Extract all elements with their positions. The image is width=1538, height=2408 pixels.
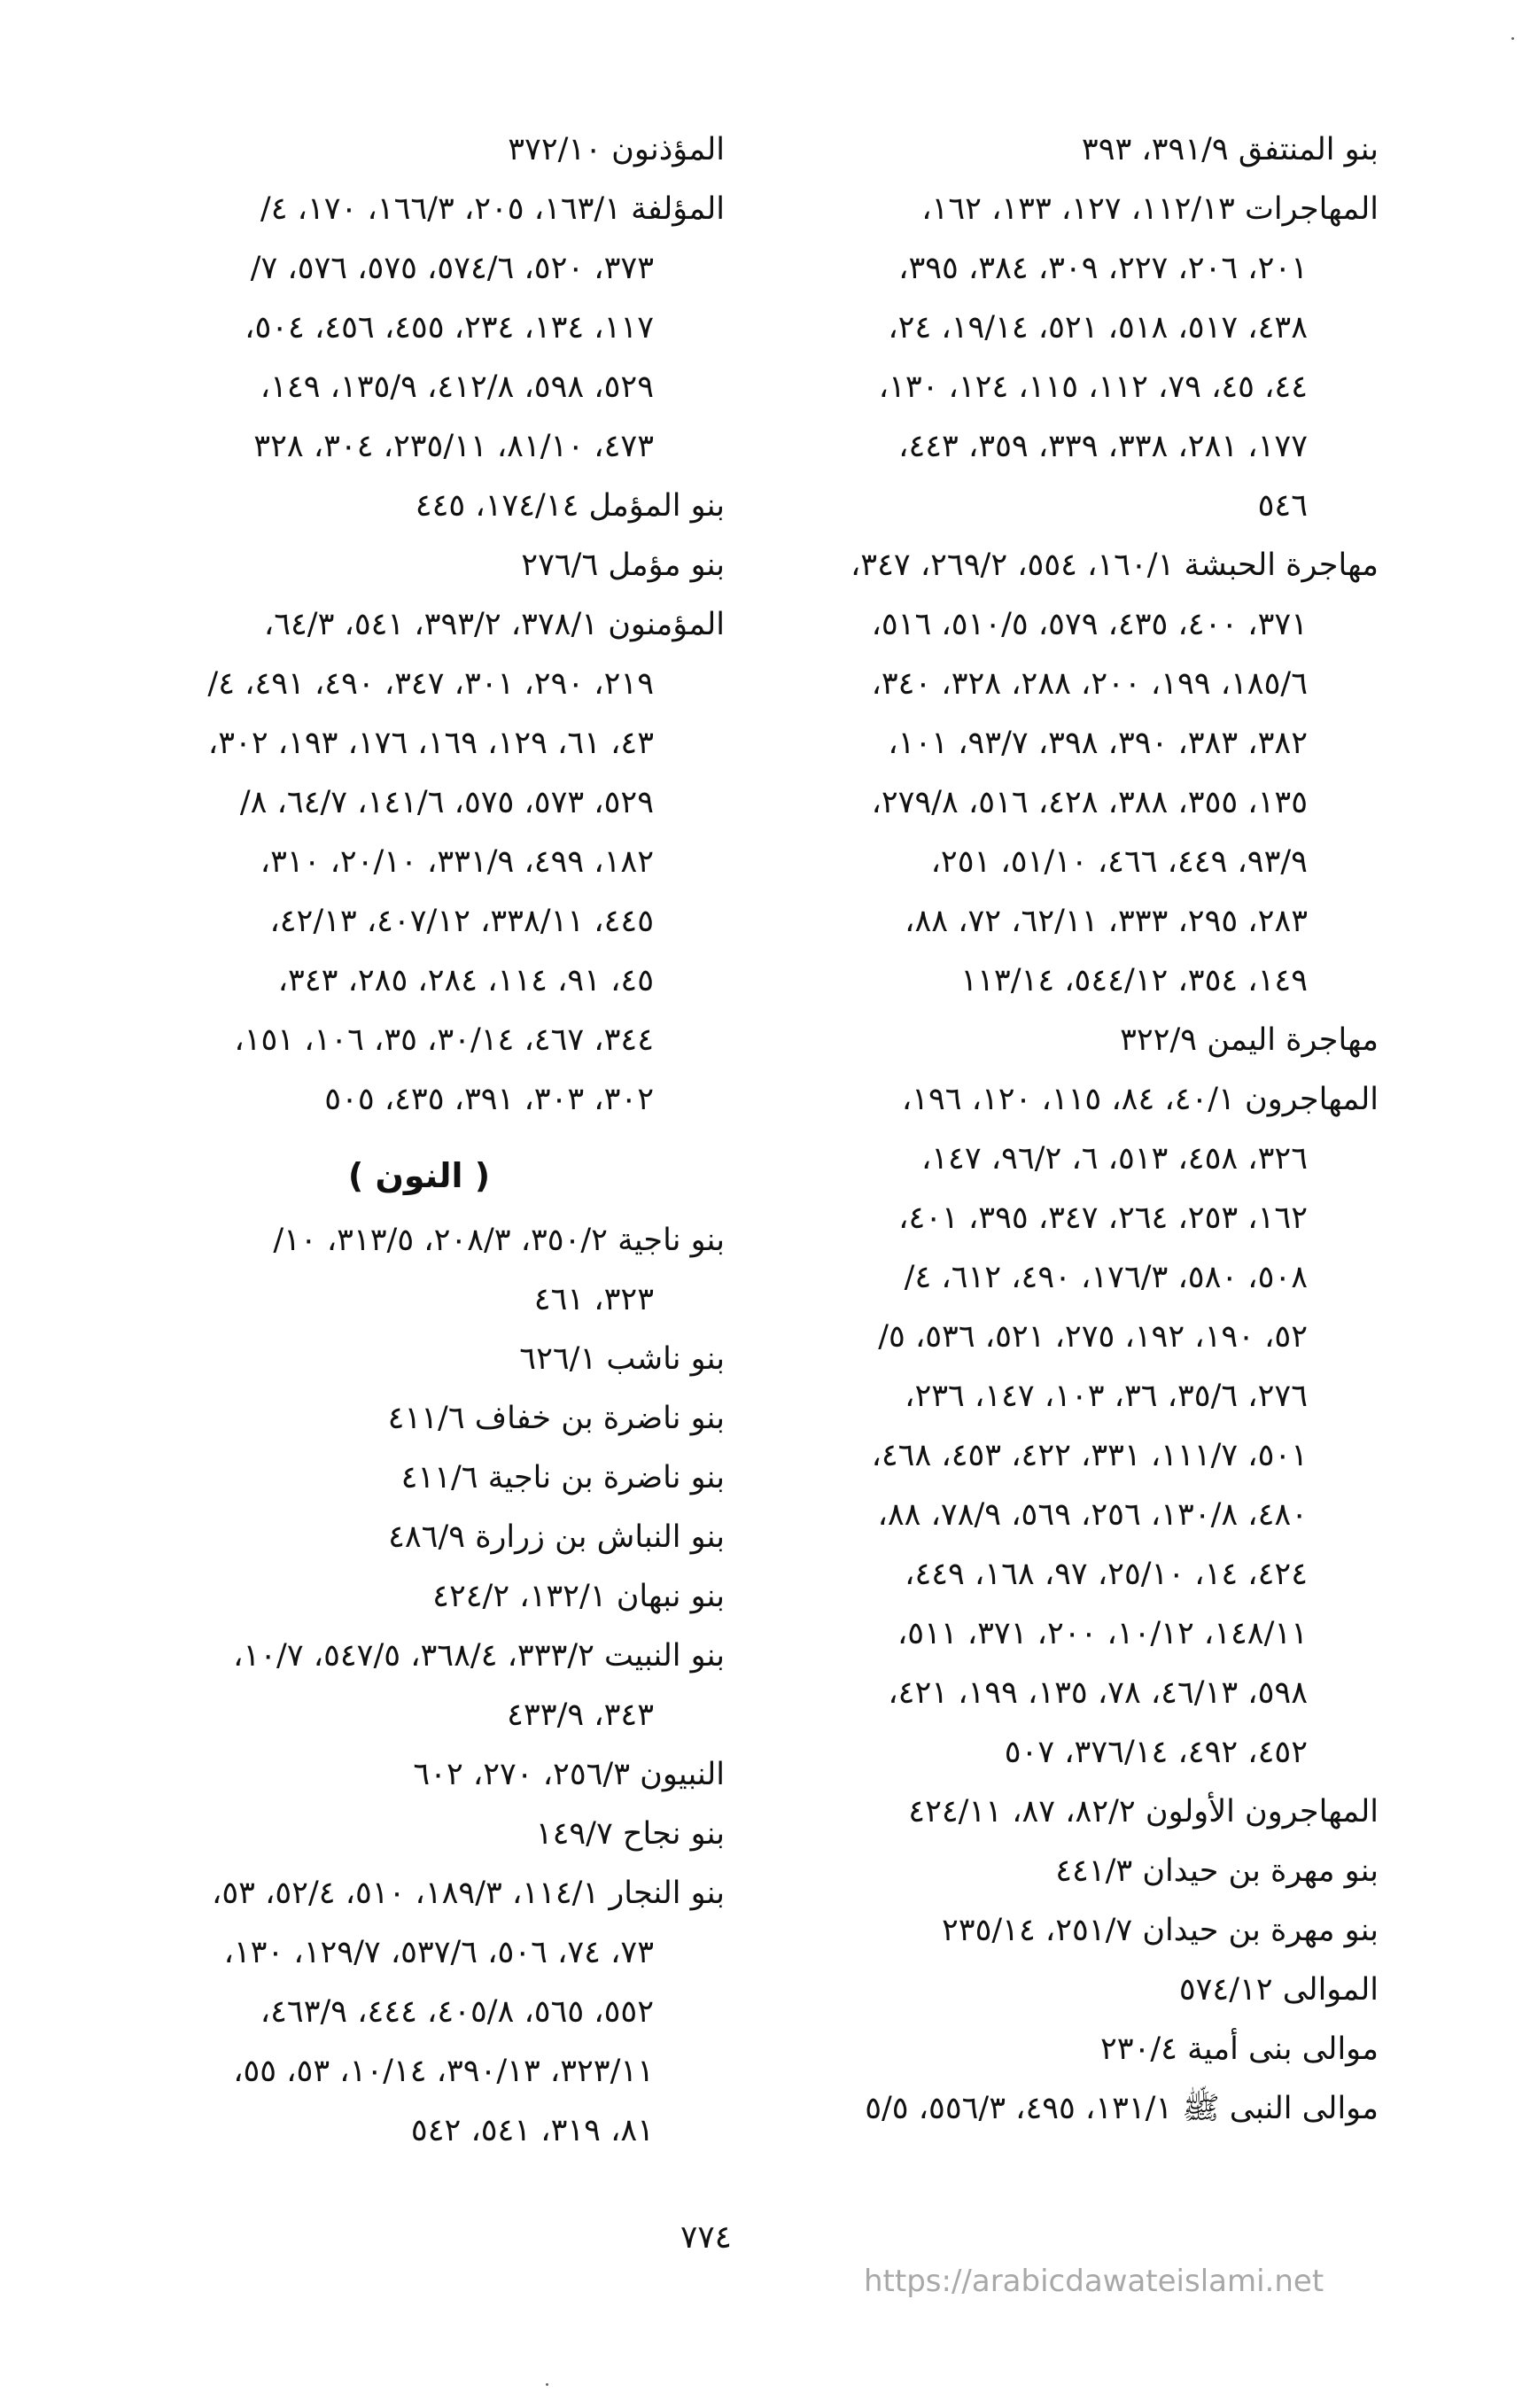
index-entry-continuation: ٥٥٢، ٥٦٥، ٤٠٥/٨، ٤٤٤، ٤٦٣/٩، [260,1994,654,2030]
index-entry-continuation: ٢٧٦، ٣٥/٦، ٣٦، ١٠٣، ١٤٧، ٢٣٦، [905,1379,1308,1414]
index-entry-continuation: ٥٠١، ١١١/٧، ٣٣١، ٤٢٢، ٤٥٣، ٤٦٨، [871,1438,1308,1473]
index-entry-continuation: ٤٤، ٤٥، ٧٩، ١١٢، ١١٥، ١٢٤، ١٣٠، [878,369,1308,405]
index-entry: بنو ناضرة بن ناجية ٤١١/٦ [400,1460,725,1495]
index-entry-continuation: ٣٤٣، ٤٣٣/٩ [507,1697,654,1733]
index-entry-continuation: ٣٢٦، ٤٥٨، ٥١٣، ٦، ٩٦/٢، ١٤٧، [920,1141,1308,1177]
index-entry: المهاجرون الأولون ٨٢/٢، ٨٧، ٤٢٤/١١ [908,1794,1379,1829]
index-entries-nun [113,1211,725,2161]
index-entry-continuation: ٢١٩، ٢٩٠، ٣٠١، ٣٤٧، ٤٩٠، ٤٩١، ٤/ [207,666,654,702]
index-entry: بنو مؤمل ٢٧٦/٦ [521,548,725,583]
index-entry: موالى النبى ﷺ ١٣١/١، ٤٩٥، ٥٥٦/٣، ٥/٥ [865,2091,1379,2126]
index-entry: بنو ناضرة بن خفاف ٤١١/٦ [387,1401,725,1436]
index-entry-continuation: ٤٥، ٩١، ١١٤، ٢٨٤، ٢٨٥، ٣٤٣، [277,963,654,998]
index-entry: بنو نبهان ١٣٢/١، ٤٢٤/٢ [432,1579,725,1614]
index-entry: بنو النجار ١١٤/١، ١٨٩/٣، ٥١٠، ٥٢/٤، ٥٣، [212,1876,725,1911]
index-entry-continuation: ١٤٩، ٣٥٤، ٥٤٤/١٢، ١١٣/١٤ [960,963,1308,998]
index-entry: المهاجرون ٤٠/١، ٨٤، ١١٥، ١٢٠، ١٩٦، [901,1082,1379,1117]
index-entry-continuation: ١٧٧، ٢٨١، ٣٣٨، ٣٣٩، ٣٥٩، ٤٤٣، [898,429,1308,464]
index-entry-continuation: ٥٤٦ [1257,488,1308,524]
index-entry-continuation: ٧٣، ٧٤، ٥٠٦، ٥٣٧/٦، ١٢٩/٧، ١٣٠، [223,1935,654,1970]
scan-speck [1511,37,1514,40]
index-entry: مهاجرة الحبشة ١٦٠/١، ٥٥٤، ٢٦٩/٢، ٣٤٧، [851,548,1379,583]
index-entry-continuation: ٢٠١، ٢٠٦، ٢٢٧، ٣٠٩، ٣٨٤، ٣٩٥، [898,251,1308,286]
index-entry-continuation: ٥٩٨، ٤٦/١٣، ٧٨، ١٣٥، ١٩٩، ٤٢١، [888,1675,1308,1711]
index-entry-continuation: ٤٥٢، ٤٩٢، ٣٧٦/١٤، ٥٠٧ [1004,1735,1308,1770]
index-entry: بنو النباش بن زرارة ٤٨٦/٩ [388,1519,725,1555]
index-entry: بنو المنتفق ٣٩١/٩، ٣٩٣ [1081,132,1379,167]
index-entry: المؤمنون ٣٧٨/١، ٣٩٣/٢، ٥٤١، ٦٤/٣، [263,607,725,642]
index-entry: بنو المؤمل ١٧٤/١٤، ٤٤٥ [415,488,725,524]
index-entry-continuation: ٨١، ٣١٩، ٥٤١، ٥٤٢ [410,2113,654,2148]
index-entry-continuation: ٤٧٣، ٨١/١٠، ٢٣٥/١١، ٣٠٤، ٣٢٨ [253,429,654,464]
index-entry: النبيون ٢٥٦/٣، ٢٧٠، ٦٠٢ [413,1757,725,1792]
index-entry-continuation: ٥٢، ١٩٠، ١٩٢، ٢٧٥، ٥٢١، ٥٣٦، ٥/ [878,1319,1308,1355]
index-entry: بنو مهرة بن حيدان ٤٤١/٣ [1055,1853,1379,1889]
index-entry-continuation: ٣٧١، ٤٠٠، ٤٣٥، ٥٧٩، ٥١٠/٥، ٥١٦، [871,607,1308,642]
index-entry: المؤلفة ١٦٣/١، ٢٠٥، ١٦٦/٣، ١٧٠، ٤/ [260,191,725,227]
index-entry-continuation: ١٨٥/٦، ١٩٩، ٢٠٠، ٢٨٨، ٣٢٨، ٣٤٠، [871,666,1308,702]
index-entry: المهاجرات ١١٢/١٣، ١٢٧، ١٣٣، ١٦٢، [921,191,1379,227]
index-column-right [767,120,1379,2139]
index-entry: بنو النبيت ٣٣٣/٢، ٣٦٨/٤، ٥٤٧/٥، ١٠/٧، [233,1638,725,1674]
index-entry: بنو ناجية ٣٥٠/٢، ٢٠٨/٣، ٣١٣/٥، ١٠/ [273,1223,725,1258]
index-entry: مهاجرة اليمن ٣٢٢/٩ [1120,1022,1379,1058]
index-entry-continuation: ١١٧، ١٣٤، ٢٣٤، ٤٥٥، ٤٥٦، ٥٠٤، [245,310,654,346]
index-entry-continuation: ٥٢٩، ٥٩٨، ٤١٢/٨، ١٣٥/٩، ١٤٩، [260,369,654,405]
index-entry: الموالى ٥٧٤/١٢ [1178,1972,1379,2008]
index-entry: المؤذنون ٣٧٢/١٠ [508,132,725,167]
section-heading-nun: ( النون ) [347,1156,491,1195]
index-entry: بنو نجاح ١٤٩/٧ [535,1816,725,1852]
index-entry-continuation: ٣٧٣، ٥٢٠، ٥٧٤/٦، ٥٧٥، ٥٧٦، ٧/ [250,251,654,286]
index-entry-continuation: ١٤٨/١١، ١٠/١٢، ٢٠٠، ٣٧١، ٥١١، [897,1616,1308,1651]
index-entry-continuation: ٣٤٤، ٤٦٧، ٣٠/١٤، ٣٥، ١٠٦، ١٥١، [234,1022,654,1058]
index-entry-continuation: ٤٨٠، ١٣٠/٨، ٢٥٦، ٥٦٩، ٧٨/٩، ٨٨، [877,1497,1308,1533]
index-entry-continuation: ٤٣، ٦١، ١٢٩، ١٦٩، ١٧٦، ١٩٣، ٣٠٢، [207,726,654,761]
index-entry-continuation: ٣٢٣، ٤٦١ [533,1282,654,1317]
index-entry-continuation: ١٣٥، ٣٥٥، ٣٨٨، ٤٢٨، ٥١٦، ٢٧٩/٨، [871,785,1308,820]
watermark-url: https://arabicdawateislami.net [864,2264,1324,2299]
index-entry-continuation: ٣٠٢، ٣٠٣، ٣٩١، ٤٣٥، ٥٠٥ [324,1082,654,1117]
index-entry: بنو مهرة بن حيدان ٢٥١/٧، ٢٣٥/١٤ [941,1913,1379,1948]
index-entry-continuation: ٥٢٩، ٥٧٣، ٥٧٥، ١٤١/٦، ٦٤/٧، ٨/ [239,785,654,820]
index-entry-continuation: ٤٣٨، ٥١٧، ٥١٨، ٥٢١، ١٩/١٤، ٢٤، [888,310,1308,346]
index-entry-continuation: ٥٠٨، ٥٨٠، ١٧٦/٣، ٤٩٠، ٦١٢، ٤/ [904,1260,1308,1295]
index-entry-continuation: ٤٢٤، ١٤، ٢٥/١٠، ٩٧، ١٦٨، ٤٤٩، [905,1557,1308,1592]
index-entry-continuation: ١٦٢، ٢٥٣، ٢٦٤، ٣٤٧، ٣٩٥، ٤٠١، [898,1200,1308,1236]
index-entry: بنو ناشب ٦٢٦/١ [519,1341,725,1377]
index-entry-continuation: ٩٣/٩، ٤٤٩، ٤٦٦، ٥١/١٠، ٢٥١، [930,844,1308,880]
index-entry-continuation: ٣٢٣/١١، ٣٩٠/١٣، ١٠/١٤، ٥٣، ٥٥، [233,2054,654,2089]
index-entries-mim [113,120,725,1130]
index-entry-continuation: ٢٨٣، ٢٩٥، ٣٣٣، ٦٢/١١، ٧٢، ٨٨، [905,904,1308,939]
index-entry-continuation: ١٨٢، ٤٩٩، ٣٣١/٩، ٢٠/١٠، ٣١٠، [260,844,654,880]
index-column-left [113,120,725,2161]
page-number: ٧٧٤ [680,2219,733,2256]
index-entry: موالى بنى أمية ٢٣٠/٤ [1099,2031,1379,2067]
scan-speck [546,2383,548,2386]
index-entry-continuation: ٣٨٢، ٣٨٣، ٣٩٠، ٣٩٨، ٩٣/٧، ١٠١، [888,726,1308,761]
index-entry-continuation: ٤٤٥، ٣٣٨/١١، ٤٠٧/١٢، ٤٢/١٣، [269,904,654,939]
